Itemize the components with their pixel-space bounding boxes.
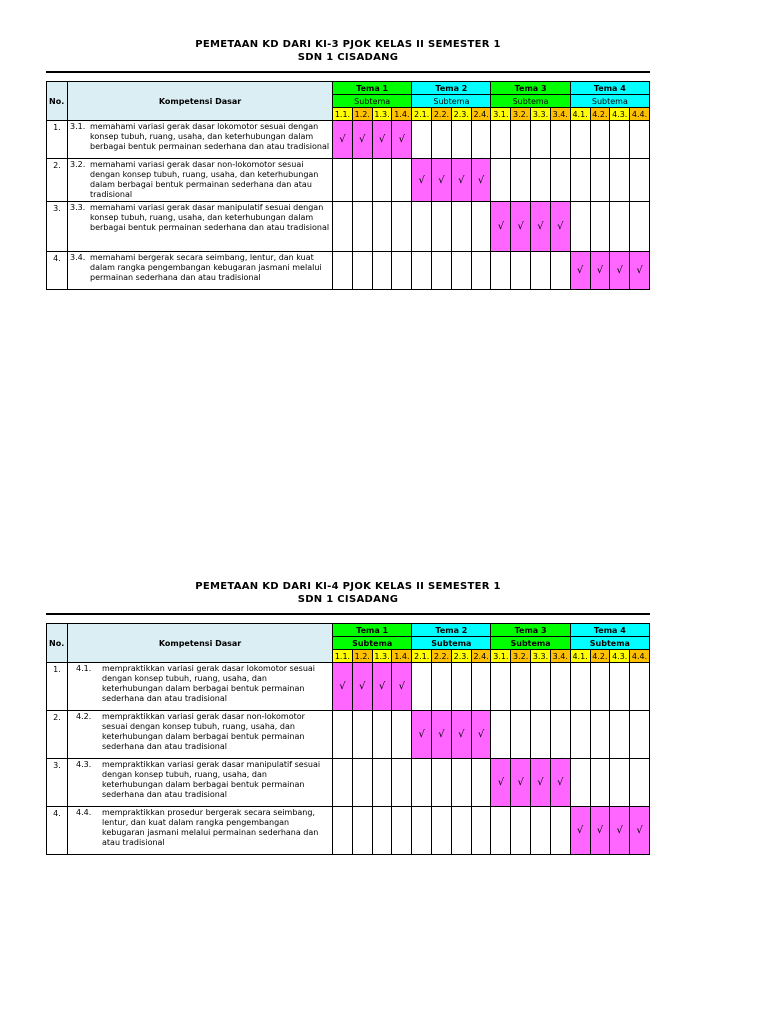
empty-mark-cell bbox=[531, 159, 551, 202]
kompetensi-dasar-cell bbox=[68, 202, 333, 252]
empty-mark-cell bbox=[451, 663, 471, 711]
empty-mark-cell bbox=[610, 121, 630, 159]
row-number: 2. bbox=[47, 159, 68, 202]
empty-mark-cell bbox=[432, 663, 452, 711]
empty-mark-cell bbox=[372, 807, 392, 855]
ki3-title: PEMETAAN KD DARI KI-3 PJOK KELAS II SEMESTER 1 bbox=[195, 39, 501, 50]
table-row bbox=[47, 121, 650, 159]
subtema-code-cell: 2.4. bbox=[471, 650, 491, 663]
kd-code: 3.4. bbox=[70, 253, 86, 262]
empty-mark-cell bbox=[511, 252, 531, 290]
subtema-code-cell: 1.4. bbox=[392, 650, 412, 663]
check-mark-cell: √ bbox=[630, 252, 650, 290]
header-tema-1: Tema 1 bbox=[333, 82, 412, 95]
check-mark-cell: √ bbox=[491, 759, 511, 807]
kd-description: mempraktikkan prosedur bergerak secara seimbang, lentur, dan kuat dalam rangka pengembangan kebugaran jasmani melalui permainan sederhana dan atau tradisional bbox=[102, 808, 319, 847]
empty-mark-cell bbox=[590, 711, 610, 759]
empty-mark-cell bbox=[531, 807, 551, 855]
subtema-code-cell: 1.3. bbox=[372, 650, 392, 663]
check-mark-cell: √ bbox=[511, 202, 531, 252]
header-kompetensi-dasar: Kompetensi Dasar bbox=[68, 82, 333, 121]
empty-mark-cell bbox=[590, 663, 610, 711]
empty-mark-cell bbox=[352, 159, 372, 202]
subtema-code-cell: 1.2. bbox=[352, 108, 372, 121]
empty-mark-cell bbox=[630, 711, 650, 759]
row-number: 1. bbox=[47, 121, 68, 159]
subtema-code-cell: 2.2. bbox=[432, 650, 452, 663]
empty-mark-cell bbox=[392, 759, 412, 807]
kompetensi-dasar-cell bbox=[68, 807, 333, 855]
header-subtema-2: Subtema bbox=[412, 95, 491, 108]
empty-mark-cell bbox=[352, 711, 372, 759]
check-mark-cell: √ bbox=[451, 159, 471, 202]
empty-mark-cell bbox=[432, 807, 452, 855]
empty-mark-cell bbox=[333, 711, 353, 759]
subtema-code-cell: 3.1. bbox=[491, 108, 511, 121]
check-mark-cell: √ bbox=[570, 807, 590, 855]
kd-description: memahami variasi gerak dasar lokomotor sesuai dengan konsep tubuh, ruang, usaha, dan keterhubungan dalam berbagai bentuk permainan sederhana dan atau tradisional bbox=[90, 122, 330, 151]
empty-mark-cell bbox=[352, 759, 372, 807]
empty-mark-cell bbox=[491, 711, 511, 759]
empty-mark-cell bbox=[392, 252, 412, 290]
ki4-school-name: SDN 1 CISADANG bbox=[297, 594, 399, 605]
ki3-school-name: SDN 1 CISADANG bbox=[297, 52, 399, 63]
kd-description: mempraktikkan variasi gerak dasar lokomotor sesuai dengan konsep tubuh, ruang, usaha, dan keterhubungan dalam berbagai bentuk permainan sederhana dan atau tradisional bbox=[102, 664, 316, 703]
header-subtema-3: Subtema bbox=[491, 95, 570, 108]
header-tema-4: Tema 4 bbox=[570, 82, 649, 95]
empty-mark-cell bbox=[372, 252, 392, 290]
kompetensi-dasar-cell bbox=[68, 711, 333, 759]
subtema-code-cell: 2.3. bbox=[451, 108, 471, 121]
empty-mark-cell bbox=[352, 202, 372, 252]
kd-code: 3.3. bbox=[70, 203, 86, 212]
subtema-code-cell: 4.1. bbox=[570, 650, 590, 663]
subtema-code-cell: 3.4. bbox=[550, 650, 570, 663]
empty-mark-cell bbox=[531, 121, 551, 159]
empty-mark-cell bbox=[511, 663, 531, 711]
check-mark-cell: √ bbox=[352, 663, 372, 711]
kd-description: memahami variasi gerak dasar manipulatif sesuai dengan konsep tubuh, ruang, usaha, dan keterhubungan dalam berbagai bentuk permainan sederhana dan atau tradisional bbox=[90, 203, 330, 232]
kd-code: 4.1. bbox=[76, 664, 92, 673]
subtema-code-cell: 3.2. bbox=[511, 650, 531, 663]
ki4-title: PEMETAAN KD DARI KI-4 PJOK KELAS II SEMESTER 1 bbox=[195, 581, 501, 592]
empty-mark-cell bbox=[590, 121, 610, 159]
kd-code: 4.2. bbox=[76, 712, 92, 721]
table-row bbox=[47, 711, 650, 759]
table-row bbox=[47, 759, 650, 807]
empty-mark-cell bbox=[412, 807, 432, 855]
empty-mark-cell bbox=[451, 252, 471, 290]
subtema-code-cell: 4.3. bbox=[610, 650, 630, 663]
check-mark-cell: √ bbox=[550, 759, 570, 807]
check-mark-cell: √ bbox=[590, 252, 610, 290]
check-mark-cell: √ bbox=[333, 663, 353, 711]
subtema-code-cell: 4.2. bbox=[590, 108, 610, 121]
check-mark-cell: √ bbox=[471, 711, 491, 759]
empty-mark-cell bbox=[550, 121, 570, 159]
ki4-table bbox=[46, 623, 650, 855]
header-subtema-4: Subtema bbox=[570, 95, 649, 108]
subtema-code-cell: 3.3. bbox=[531, 650, 551, 663]
empty-mark-cell bbox=[352, 252, 372, 290]
empty-mark-cell bbox=[333, 159, 353, 202]
subtema-code-cell: 4.4. bbox=[630, 108, 650, 121]
header-no: No. bbox=[47, 624, 68, 663]
empty-mark-cell bbox=[471, 663, 491, 711]
empty-mark-cell bbox=[451, 202, 471, 252]
kompetensi-dasar-cell bbox=[68, 252, 333, 290]
empty-mark-cell bbox=[333, 759, 353, 807]
check-mark-cell: √ bbox=[352, 121, 372, 159]
empty-mark-cell bbox=[412, 759, 432, 807]
header-kompetensi-dasar: Kompetensi Dasar bbox=[68, 624, 333, 663]
empty-mark-cell bbox=[610, 202, 630, 252]
empty-mark-cell bbox=[511, 159, 531, 202]
row-number: 4. bbox=[47, 807, 68, 855]
header-tema-1: Tema 1 bbox=[333, 624, 412, 637]
empty-mark-cell bbox=[570, 159, 590, 202]
empty-mark-cell bbox=[392, 159, 412, 202]
empty-mark-cell bbox=[610, 711, 630, 759]
kd-description: memahami variasi gerak dasar non-lokomotor sesuai dengan konsep tubuh, ruang, usaha, dan keterhubungan dalam berbagai bentuk permainan sederhana dan atau tradisional bbox=[90, 160, 319, 199]
check-mark-cell: √ bbox=[392, 663, 412, 711]
ki3-table bbox=[46, 81, 650, 290]
header-tema-2: Tema 2 bbox=[412, 624, 491, 637]
check-mark-cell: √ bbox=[610, 252, 630, 290]
table-row bbox=[47, 663, 650, 711]
kd-code: 3.2. bbox=[70, 160, 86, 169]
empty-mark-cell bbox=[630, 663, 650, 711]
check-mark-cell: √ bbox=[412, 711, 432, 759]
subtema-code-cell: 1.3. bbox=[372, 108, 392, 121]
check-mark-cell: √ bbox=[412, 159, 432, 202]
kompetensi-dasar-cell bbox=[68, 121, 333, 159]
header-tema-2: Tema 2 bbox=[412, 82, 491, 95]
empty-mark-cell bbox=[570, 711, 590, 759]
subtema-code-cell: 2.1. bbox=[412, 650, 432, 663]
empty-mark-cell bbox=[392, 807, 412, 855]
empty-mark-cell bbox=[333, 252, 353, 290]
empty-mark-cell bbox=[511, 121, 531, 159]
empty-mark-cell bbox=[531, 663, 551, 711]
subtema-code-cell: 3.3. bbox=[531, 108, 551, 121]
empty-mark-cell bbox=[491, 159, 511, 202]
empty-mark-cell bbox=[570, 202, 590, 252]
empty-mark-cell bbox=[491, 807, 511, 855]
empty-mark-cell bbox=[372, 202, 392, 252]
subtema-code-cell: 4.1. bbox=[570, 108, 590, 121]
check-mark-cell: √ bbox=[570, 252, 590, 290]
kd-description: mempraktikkan variasi gerak dasar non-lokomotor sesuai dengan konsep tubuh, ruang, usaha, dan keterhubungan dalam berbagai bentuk permainan sederhana dan atau tradisional bbox=[102, 712, 305, 751]
check-mark-cell: √ bbox=[392, 121, 412, 159]
empty-mark-cell bbox=[372, 711, 392, 759]
kd-description: memahami bergerak secara seimbang, lentur, dan kuat dalam rangka pengembangan kebugaran jasmani melalui permainan sederhana dan atau tradisional bbox=[90, 253, 322, 282]
empty-mark-cell bbox=[491, 663, 511, 711]
empty-mark-cell bbox=[630, 759, 650, 807]
empty-mark-cell bbox=[570, 121, 590, 159]
header-subtema-3: Subtema bbox=[491, 637, 570, 650]
empty-mark-cell bbox=[531, 711, 551, 759]
row-number: 3. bbox=[47, 759, 68, 807]
check-mark-cell: √ bbox=[511, 759, 531, 807]
kompetensi-dasar-cell bbox=[68, 159, 333, 202]
empty-mark-cell bbox=[451, 759, 471, 807]
empty-mark-cell bbox=[392, 202, 412, 252]
empty-mark-cell bbox=[570, 663, 590, 711]
subtema-code-cell: 3.4. bbox=[550, 108, 570, 121]
kompetensi-dasar-cell bbox=[68, 663, 333, 711]
empty-mark-cell bbox=[590, 759, 610, 807]
empty-mark-cell bbox=[550, 252, 570, 290]
empty-mark-cell bbox=[471, 121, 491, 159]
ki4-mapping-section bbox=[46, 580, 650, 855]
empty-mark-cell bbox=[432, 202, 452, 252]
row-number: 1. bbox=[47, 663, 68, 711]
subtema-code-cell: 4.3. bbox=[610, 108, 630, 121]
header-subtema-4: Subtema bbox=[570, 637, 649, 650]
subtema-code-cell: 2.2. bbox=[432, 108, 452, 121]
empty-mark-cell bbox=[491, 252, 511, 290]
header-tema-3: Tema 3 bbox=[491, 82, 570, 95]
empty-mark-cell bbox=[471, 759, 491, 807]
empty-mark-cell bbox=[432, 121, 452, 159]
empty-mark-cell bbox=[630, 121, 650, 159]
subtema-code-cell: 3.2. bbox=[511, 108, 531, 121]
check-mark-cell: √ bbox=[432, 159, 452, 202]
empty-mark-cell bbox=[352, 807, 372, 855]
empty-mark-cell bbox=[432, 759, 452, 807]
empty-mark-cell bbox=[412, 202, 432, 252]
subtema-code-cell: 4.2. bbox=[590, 650, 610, 663]
subtema-code-cell: 4.4. bbox=[630, 650, 650, 663]
empty-mark-cell bbox=[610, 663, 630, 711]
header-subtema-2: Subtema bbox=[412, 637, 491, 650]
empty-mark-cell bbox=[610, 759, 630, 807]
empty-mark-cell bbox=[511, 711, 531, 759]
header-no: No. bbox=[47, 82, 68, 121]
row-number: 3. bbox=[47, 202, 68, 252]
empty-mark-cell bbox=[550, 807, 570, 855]
empty-mark-cell bbox=[333, 807, 353, 855]
table-row bbox=[47, 159, 650, 202]
empty-mark-cell bbox=[550, 711, 570, 759]
empty-mark-cell bbox=[471, 202, 491, 252]
header-subtema-1: Subtema bbox=[333, 95, 412, 108]
table-row bbox=[47, 252, 650, 290]
empty-mark-cell bbox=[432, 252, 452, 290]
empty-mark-cell bbox=[412, 252, 432, 290]
empty-mark-cell bbox=[610, 159, 630, 202]
check-mark-cell: √ bbox=[372, 121, 392, 159]
empty-mark-cell bbox=[471, 807, 491, 855]
table-row bbox=[47, 202, 650, 252]
subtema-code-cell: 1.1. bbox=[333, 108, 353, 121]
row-number: 4. bbox=[47, 252, 68, 290]
empty-mark-cell bbox=[590, 159, 610, 202]
check-mark-cell: √ bbox=[550, 202, 570, 252]
check-mark-cell: √ bbox=[432, 711, 452, 759]
check-mark-cell: √ bbox=[590, 807, 610, 855]
empty-mark-cell bbox=[372, 759, 392, 807]
kd-description: mempraktikkan variasi gerak dasar manipulatif sesuai dengan konsep tubuh, ruang, usaha, dan keterhubungan dalam berbagai bentuk permainan sederhana dan atau tradisional bbox=[102, 760, 321, 799]
subtema-code-cell: 2.1. bbox=[412, 108, 432, 121]
subtema-code-cell: 1.2. bbox=[352, 650, 372, 663]
check-mark-cell: √ bbox=[451, 711, 471, 759]
subtema-code-cell: 1.4. bbox=[392, 108, 412, 121]
empty-mark-cell bbox=[392, 711, 412, 759]
empty-mark-cell bbox=[451, 807, 471, 855]
subtema-code-cell: 3.1. bbox=[491, 650, 511, 663]
ki3-mapping-section bbox=[46, 38, 650, 290]
header-tema-4: Tema 4 bbox=[570, 624, 649, 637]
empty-mark-cell bbox=[471, 252, 491, 290]
empty-mark-cell bbox=[590, 202, 610, 252]
kd-code: 3.1. bbox=[70, 122, 86, 131]
row-number: 2. bbox=[47, 711, 68, 759]
empty-mark-cell bbox=[570, 759, 590, 807]
kd-code: 4.4. bbox=[76, 808, 92, 817]
check-mark-cell: √ bbox=[372, 663, 392, 711]
empty-mark-cell bbox=[531, 252, 551, 290]
check-mark-cell: √ bbox=[610, 807, 630, 855]
empty-mark-cell bbox=[550, 159, 570, 202]
empty-mark-cell bbox=[412, 121, 432, 159]
kompetensi-dasar-cell bbox=[68, 759, 333, 807]
check-mark-cell: √ bbox=[333, 121, 353, 159]
subtema-code-cell: 2.3. bbox=[451, 650, 471, 663]
empty-mark-cell bbox=[630, 159, 650, 202]
check-mark-cell: √ bbox=[531, 759, 551, 807]
check-mark-cell: √ bbox=[471, 159, 491, 202]
empty-mark-cell bbox=[630, 202, 650, 252]
empty-mark-cell bbox=[372, 159, 392, 202]
empty-mark-cell bbox=[491, 121, 511, 159]
header-subtema-1: Subtema bbox=[333, 637, 412, 650]
header-tema-3: Tema 3 bbox=[491, 624, 570, 637]
check-mark-cell: √ bbox=[630, 807, 650, 855]
check-mark-cell: √ bbox=[531, 202, 551, 252]
check-mark-cell: √ bbox=[491, 202, 511, 252]
empty-mark-cell bbox=[451, 121, 471, 159]
subtema-code-cell: 2.4. bbox=[471, 108, 491, 121]
subtema-code-cell: 1.1. bbox=[333, 650, 353, 663]
kd-code: 4.3. bbox=[76, 760, 92, 769]
empty-mark-cell bbox=[511, 807, 531, 855]
empty-mark-cell bbox=[412, 663, 432, 711]
empty-mark-cell bbox=[333, 202, 353, 252]
empty-mark-cell bbox=[550, 663, 570, 711]
table-row bbox=[47, 807, 650, 855]
